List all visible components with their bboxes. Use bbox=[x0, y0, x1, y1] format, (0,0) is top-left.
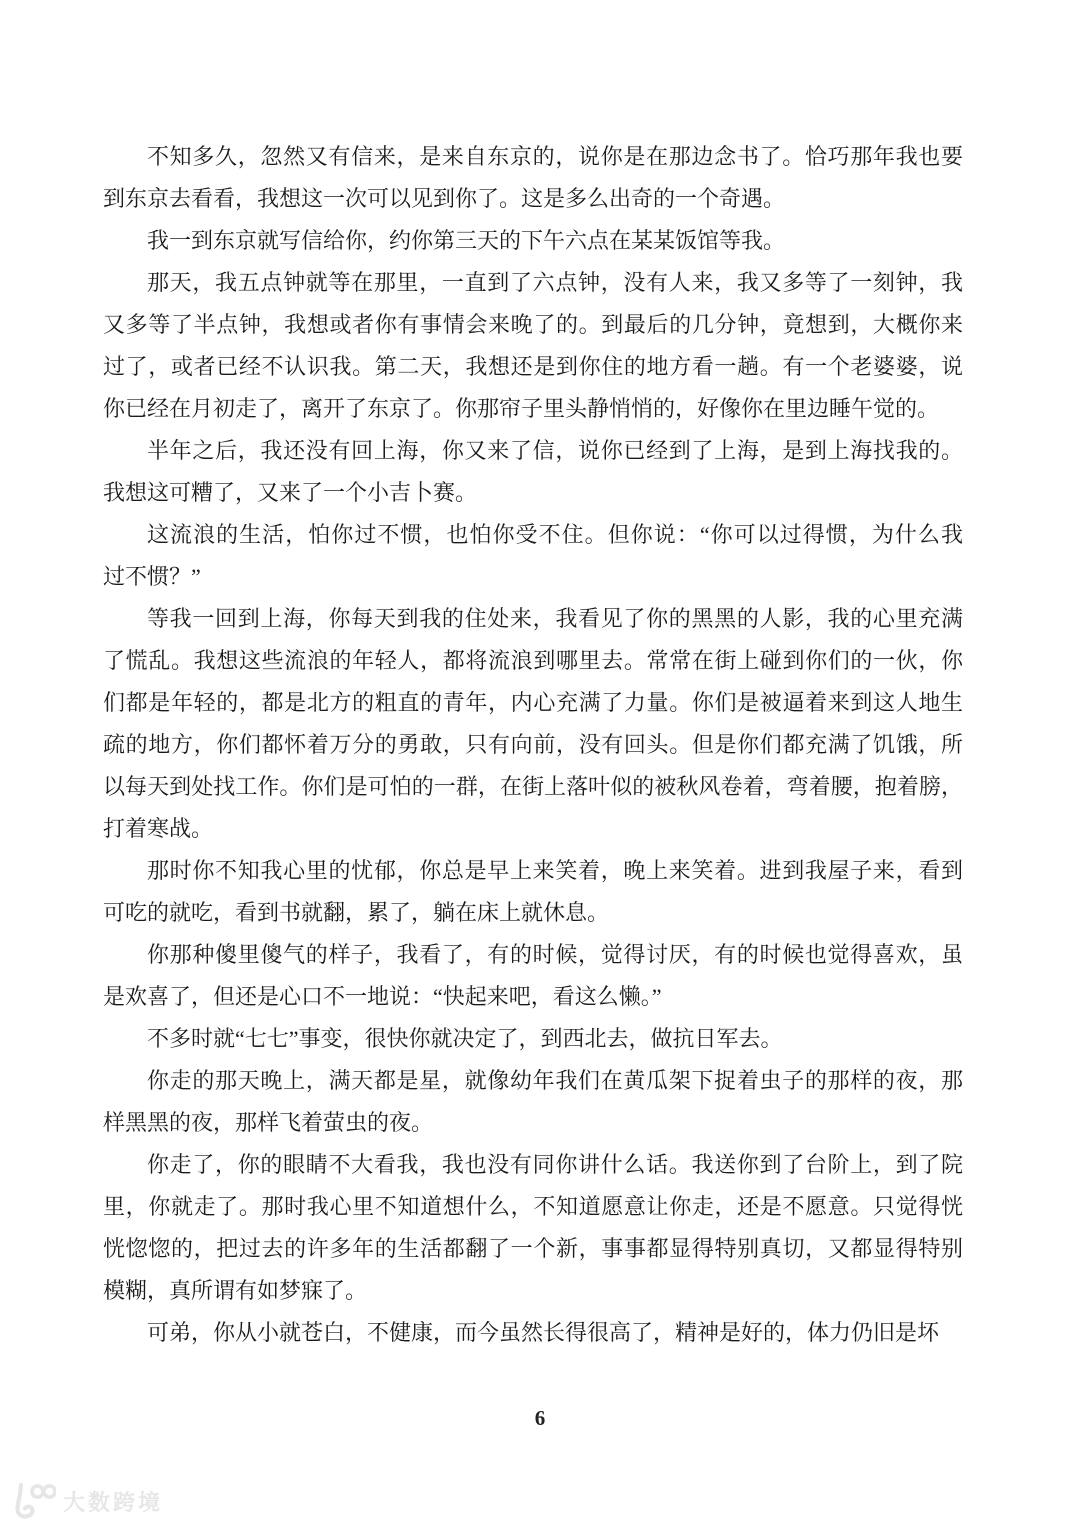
text-line: 模糊，真所谓有如梦寐了。 bbox=[103, 1278, 368, 1303]
watermark bbox=[10, 1482, 163, 1520]
text-line: 我一到东京就写信给你，约你第三天的下午六点在某某饭馆等我。 bbox=[147, 228, 786, 253]
text-line: 又多等了半点钟，我想或者你有事情会来晚了的。到最后的几分钟，竟想到，大概你来 bbox=[103, 312, 963, 337]
text-line: 不知多久，忽然又有信来，是来自东京的，说你是在那边念书了。恰巧那年我也要 bbox=[147, 144, 963, 169]
text-line: 到东京去看看，我想这一次可以见到你了。这是多么出奇的一个奇遇。 bbox=[103, 186, 786, 211]
text-line: 们都是年轻的，都是北方的粗直的青年，内心充满了力量。你们是被逼着来到这人地生 bbox=[103, 690, 963, 715]
text-line: 以每天到处找工作。你们是可怕的一群，在街上落叶似的被秋风卷着，弯着腰，抱着膀， bbox=[103, 774, 963, 799]
text-line: 半年之后，我还没有回上海，你又来了信，说你已经到了上海，是到上海找我的。 bbox=[147, 438, 963, 463]
text-line: 我想这可糟了，又来了一个小吉卜赛。 bbox=[103, 480, 478, 505]
text-line: 可吃的就吃，看到书就翻，累了，躺在床上就休息。 bbox=[103, 900, 610, 925]
text-line: 恍惚惚的，把过去的许多年的生活都翻了一个新，事事都显得特别真切，又都显得特别 bbox=[103, 1236, 963, 1261]
text-line: 等我一回到上海，你每天到我的住处来，我看见了你的黑黑的人影，我的心里充满 bbox=[147, 606, 963, 631]
text-line: 了慌乱。我想这些流浪的年轻人，都将流浪到哪里去。常常在街上碰到你们的一伙，你 bbox=[103, 648, 963, 673]
text-line: 可弟，你从小就苍白，不健康，而今虽然长得很高了，精神是好的，体力仍旧是坏 bbox=[147, 1320, 940, 1345]
text-line: 你走了，你的眼睛不大看我，我也没有同你讲什么话。我送你到了台阶上，到了院 bbox=[147, 1152, 963, 1177]
text-line: 里，你就走了。那时我心里不知道想什么，不知道愿意让你走，还是不愿意。只觉得恍 bbox=[103, 1194, 963, 1219]
page-number: 6 bbox=[534, 1406, 546, 1430]
document-body bbox=[103, 136, 963, 1354]
text-line: 你已经在月初走了，离开了东京了。你那帘子里头静悄悄的，好像你在里边睡午觉的。 bbox=[103, 396, 940, 421]
text-line: 过不惯？” bbox=[103, 564, 201, 589]
text-line: 那天，我五点钟就等在那里，一直到了六点钟，没有人来，我又多等了一刻钟，我 bbox=[147, 270, 963, 295]
text-line: 这流浪的生活，怕你过不惯，也怕你受不住。但你说：“你可以过得惯，为什么我 bbox=[147, 522, 963, 547]
text-line: 过了，或者已经不认识我。第二天，我想还是到你住的地方看一趟。有一个老婆婆，说 bbox=[103, 354, 963, 379]
text-line: 打着寒战。 bbox=[103, 816, 214, 841]
text-line: 那时你不知我心里的忧郁，你总是早上来笑着，晚上来笑着。进到我屋子来，看到 bbox=[147, 858, 963, 883]
text-line: 不多时就“七七”事变，很快你就决定了，到西北去，做抗日军去。 bbox=[147, 1026, 783, 1051]
text-line: 样黑黑的夜，那样飞着萤虫的夜。 bbox=[103, 1110, 434, 1135]
text-line: 是欢喜了，但还是心口不一地说：“快起来吧，看这么懒。” bbox=[103, 984, 662, 1009]
watermark-text: 大数跨境 bbox=[63, 1489, 164, 1515]
text-line: 你走的那天晚上，满天都是星，就像幼年我们在黄瓜架下捉着虫子的那样的夜，那 bbox=[147, 1068, 963, 1093]
text-line: 疏的地方，你们都怀着万分的勇敢，只有向前，没有回头。但是你们都充满了饥饿，所 bbox=[103, 732, 963, 757]
dashu-logo-icon bbox=[10, 1482, 56, 1520]
text-line: 你那种傻里傻气的样子，我看了，有的时候，觉得讨厌，有的时候也觉得喜欢，虽 bbox=[147, 942, 963, 967]
